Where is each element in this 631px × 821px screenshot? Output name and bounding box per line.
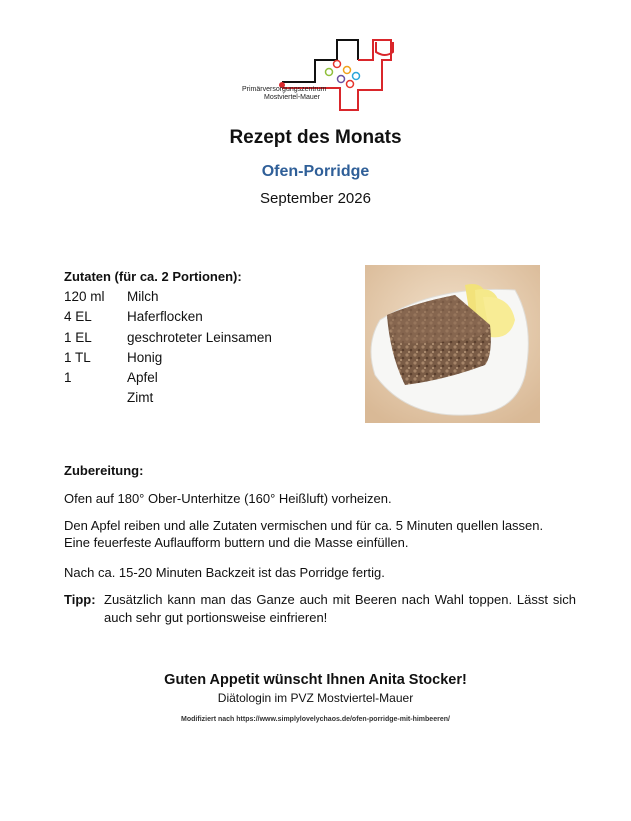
ingredient-qty: 1 xyxy=(64,370,72,386)
ingredient-name: Apfel xyxy=(127,370,158,386)
ingredient-qty: 1 TL xyxy=(64,349,91,365)
page-title: Rezept des Monats xyxy=(229,127,402,148)
ingredient-row xyxy=(64,390,272,410)
ingredient-name: Milch xyxy=(127,289,159,304)
preparation-heading: Zubereitung: xyxy=(64,463,144,478)
tip-text: Zusätzlich kann man das Ganze auch mit Beeren nach Wahl toppen. Lässt sich auch sehr gut portionsweise einfrieren! xyxy=(104,592,576,625)
ingredients-list xyxy=(64,289,272,411)
preparation-step-2 xyxy=(64,517,576,551)
porridge-photo-icon xyxy=(365,265,540,423)
author-role: Diätologin im PVZ Mostviertel-Mauer xyxy=(217,691,414,705)
ingredient-row xyxy=(64,370,272,390)
logo-line-2: Mostviertel-Mauer xyxy=(264,94,321,101)
ingredient-qty: 1 EL xyxy=(64,329,92,345)
ingredient-name: Honig xyxy=(127,349,163,365)
source-note: Modifiziert nach https://www.simplylovelychaos.de/ofen-porridge-mit-himbeeren/ xyxy=(181,716,450,723)
logo-line-1: Primärversorgungszentrum xyxy=(242,86,327,93)
recipe-date: September 2026 xyxy=(260,190,371,207)
ingredient-name: Zimt xyxy=(127,390,154,406)
tip-label: Tipp: xyxy=(64,592,96,607)
porridge-photo xyxy=(365,265,540,423)
recipe-name: Ofen-Porridge xyxy=(261,163,370,180)
preparation-step-3: Nach ca. 15-20 Minuten Backzeit ist das Porridge fertig. xyxy=(64,565,385,580)
ingredient-qty xyxy=(64,390,127,410)
ingredient-row xyxy=(64,350,272,370)
tip-block xyxy=(64,591,576,627)
ingredient-row xyxy=(64,289,272,309)
ingredient-qty: 4 EL xyxy=(64,309,92,325)
preparation-step-1: Ofen auf 180° Ober-Unterhitze (160° Heißluft) vorheizen. xyxy=(64,491,392,506)
ingredient-qty: 120 ml xyxy=(64,289,105,304)
preparation-step-2-line-1: Den Apfel reiben und alle Zutaten vermischen und für ca. 5 Minuten quellen lassen. xyxy=(64,518,544,533)
ingredient-row xyxy=(64,330,272,350)
pvz-logo xyxy=(230,32,410,112)
ingredient-name: geschroteter Leinsamen xyxy=(127,329,272,345)
ingredient-name: Haferflocken xyxy=(127,309,203,325)
ingredient-row xyxy=(64,309,272,329)
closing-line: Guten Appetit wünscht Ihnen Anita Stocker! xyxy=(164,672,467,688)
preparation-step-2-line-2: Eine feuerfeste Auflaufform buttern und die Masse einfüllen. xyxy=(64,535,409,550)
ingredients-heading: Zutaten (für ca. 2 Portionen): xyxy=(64,269,242,284)
